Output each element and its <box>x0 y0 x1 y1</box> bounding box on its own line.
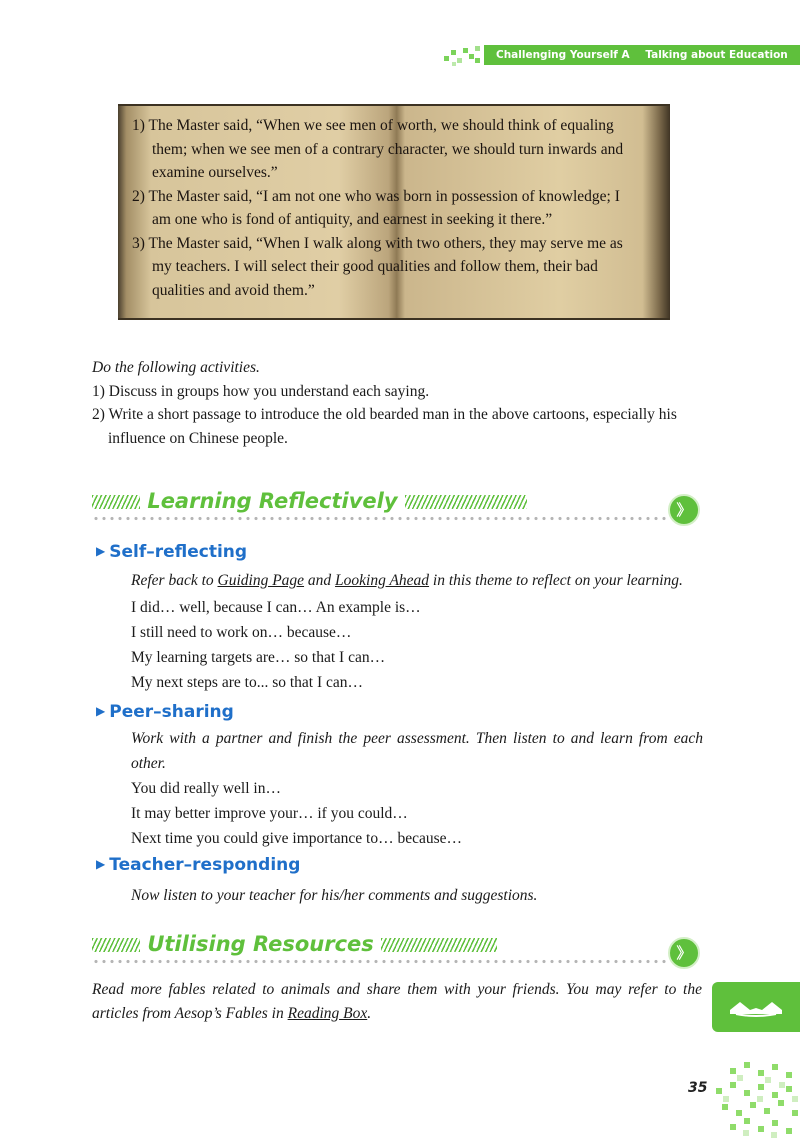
peer-sharing-heading <box>96 702 234 722</box>
heading-hatch-left <box>92 495 140 509</box>
quote-3: 3) The Master said, “When I walk along with two others, they may serve me as my teachers. I will select their good qualities and follow them, their bad qualities and avoid them.” <box>132 234 623 299</box>
teacher-responding-title: Teacher–responding <box>109 855 301 875</box>
self-line-1: I did… well, because I can… An example is… <box>131 599 421 616</box>
self-line-3: My learning targets are… so that I can… <box>131 649 386 666</box>
teacher-responding-body <box>131 883 703 908</box>
book-image <box>118 104 670 320</box>
double-chevron-down-icon: 》 <box>668 937 700 969</box>
learning-reflectively-heading <box>92 486 527 516</box>
heading-hatch-right <box>405 495 527 509</box>
learning-reflectively-title: Learning Reflectively <box>147 489 398 513</box>
dotted-divider <box>92 959 668 964</box>
dotted-divider <box>92 516 668 521</box>
open-book-icon <box>712 982 800 1032</box>
self-reflecting-body <box>131 568 703 695</box>
self-line-4: My next steps are to... so that I can… <box>131 674 364 691</box>
resources-text: Read more fables related to animals and share them with your friends. You may refer to the articles from Aesop’s Fables in <box>92 981 702 1022</box>
header-chapter: Challenging Yourself A <box>496 49 630 61</box>
resources-text: . <box>367 1005 372 1022</box>
self-reflecting-instruction <box>131 568 703 593</box>
side-tab <box>712 982 800 1032</box>
triangle-right-icon: ▶ <box>96 857 106 871</box>
peer-line-1: You did really well in… <box>131 780 281 797</box>
teacher-responding-instruction: Now listen to your teacher for his/her comments and suggestions. <box>131 887 538 904</box>
instruction-text: in this theme to reflect on your learning. <box>429 572 683 589</box>
quote-1: 1) The Master said, “When we see men of worth, we should think of equaling them; when we see men of a contrary character, we should turn inwards and examine ourselves.” <box>132 117 624 181</box>
heading-hatch-left <box>92 938 140 952</box>
self-reflecting-title: Self–reflecting <box>109 542 248 562</box>
utilising-resources-heading <box>92 929 497 959</box>
page-number: 35 <box>688 1080 708 1096</box>
peer-line-3: Next time you could give importance to… because… <box>131 830 463 847</box>
activities-intro: Do the following activities. <box>92 359 260 376</box>
self-line-2: I still need to work on… because… <box>131 624 352 641</box>
instruction-text: Refer back to <box>131 572 218 589</box>
activity-1: 1) Discuss in groups how you understand each saying. <box>92 382 430 400</box>
heading-hatch-right <box>381 938 497 952</box>
book-quotes <box>132 114 642 302</box>
utilising-resources-body <box>92 978 702 1026</box>
peer-sharing-instruction: Work with a partner and finish the peer assessment. Then listen to and learn from each other. <box>131 730 703 772</box>
looking-ahead-link[interactable]: Looking Ahead <box>335 572 430 589</box>
chapter-header <box>484 45 800 65</box>
guiding-page-link[interactable]: Guiding Page <box>217 572 305 589</box>
corner-pixel-decoration <box>700 1058 800 1138</box>
activities <box>92 356 704 450</box>
reading-box-link[interactable]: Reading Box <box>287 1005 368 1022</box>
quote-2: 2) The Master said, “I am not one who was born in possession of knowledge; I am one who is fond of antiquity, and earnest in seeking it there.” <box>132 187 620 228</box>
triangle-right-icon: ▶ <box>96 704 106 718</box>
instruction-text: and <box>304 572 336 589</box>
peer-sharing-body <box>131 726 703 851</box>
teacher-responding-heading <box>96 855 300 875</box>
self-reflecting-heading <box>96 542 247 562</box>
utilising-resources-title: Utilising Resources <box>147 932 374 956</box>
double-chevron-down-icon: 》 <box>668 494 700 526</box>
peer-line-2: It may better improve your… if you could… <box>131 805 408 822</box>
triangle-right-icon: ▶ <box>96 544 106 558</box>
header-topic: Talking about Education <box>645 49 788 61</box>
peer-sharing-title: Peer–sharing <box>109 702 234 722</box>
activity-2: 2) Write a short passage to introduce the old bearded man in the above cartoons, especially his influence on Chinese people. <box>92 406 677 447</box>
